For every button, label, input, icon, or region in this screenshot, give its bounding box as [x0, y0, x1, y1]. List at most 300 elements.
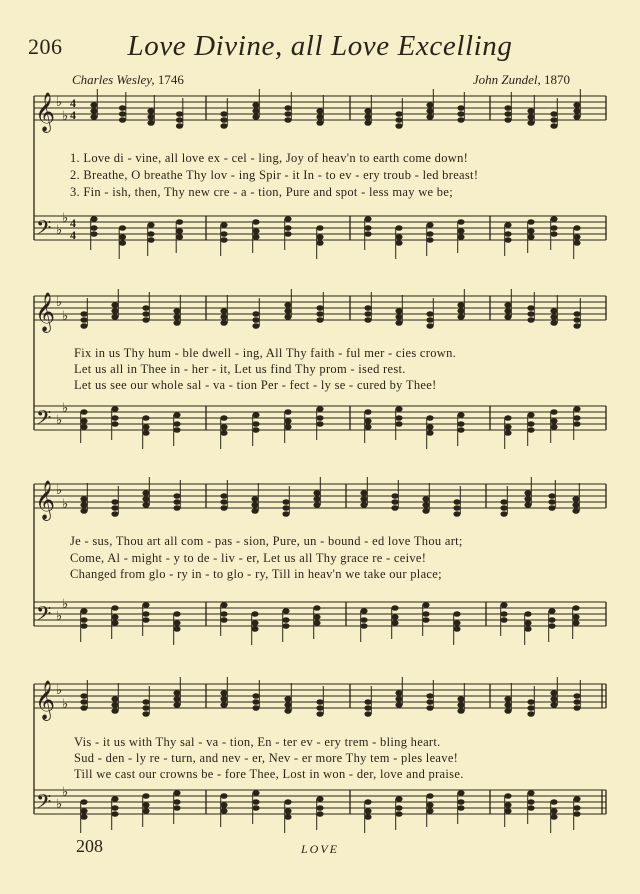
notehead — [426, 102, 433, 108]
notehead — [457, 234, 464, 240]
notehead — [573, 805, 580, 811]
notehead — [142, 602, 149, 608]
notehead — [524, 502, 531, 508]
notehead — [111, 308, 118, 314]
notehead — [364, 231, 371, 237]
notehead — [457, 308, 464, 314]
notehead — [90, 216, 97, 222]
notehead — [282, 511, 289, 517]
notehead — [500, 602, 507, 608]
notehead — [457, 105, 464, 111]
notehead — [550, 690, 557, 696]
notehead — [252, 693, 259, 699]
notehead — [220, 690, 227, 696]
notehead — [395, 702, 402, 708]
notehead — [364, 114, 371, 120]
notehead — [364, 225, 371, 231]
treble-clef: 𝄞 — [35, 480, 56, 520]
notehead — [80, 424, 87, 430]
notehead — [426, 323, 433, 329]
notehead — [548, 608, 555, 614]
notehead — [527, 317, 534, 323]
time-sig-bottom: 4 — [70, 108, 76, 122]
notehead — [550, 814, 557, 820]
notehead — [284, 696, 291, 702]
notehead — [426, 808, 433, 814]
notehead — [252, 421, 259, 427]
flat-sign: ♭ — [56, 609, 63, 624]
notehead — [364, 216, 371, 222]
notehead — [111, 811, 118, 817]
notehead — [573, 811, 580, 817]
notehead — [422, 502, 429, 508]
notehead — [252, 311, 259, 317]
notehead — [524, 611, 531, 617]
notehead — [284, 111, 291, 117]
notehead — [147, 114, 154, 120]
notehead — [119, 234, 126, 240]
notehead — [573, 796, 580, 802]
notehead — [453, 511, 460, 517]
notehead — [527, 805, 534, 811]
notehead — [80, 409, 87, 415]
notehead — [573, 225, 580, 231]
lyric-line: Let us all in Thee in - her - it, Let us find Thy prom - ised rest. — [74, 362, 406, 376]
notehead — [527, 427, 534, 433]
treble-clef: 𝄞 — [35, 292, 56, 332]
flat-sign: ♭ — [62, 697, 69, 712]
notehead — [550, 123, 557, 129]
notehead — [550, 117, 557, 123]
notehead — [550, 418, 557, 424]
notehead — [313, 496, 320, 502]
notehead — [364, 799, 371, 805]
notehead — [316, 415, 323, 421]
flat-sign: ♭ — [56, 483, 63, 498]
notehead — [142, 611, 149, 617]
notehead — [80, 317, 87, 323]
notehead — [80, 418, 87, 424]
notehead — [524, 626, 531, 632]
notehead — [220, 415, 227, 421]
time-sig-top: 4 — [70, 216, 76, 230]
notehead — [550, 799, 557, 805]
notehead — [453, 611, 460, 617]
notehead — [391, 499, 398, 505]
notehead — [573, 240, 580, 246]
notehead — [395, 690, 402, 696]
notehead — [527, 699, 534, 705]
notehead — [80, 617, 87, 623]
notehead — [142, 430, 149, 436]
notehead — [282, 608, 289, 614]
notehead — [364, 711, 371, 717]
notehead — [395, 320, 402, 326]
notehead — [313, 614, 320, 620]
notehead — [395, 111, 402, 117]
notehead — [573, 108, 580, 114]
notehead — [173, 805, 180, 811]
notehead — [395, 117, 402, 123]
lyric-line: Changed from glo - ry in - to glo - ry, Till in heav'n we take our place; — [70, 567, 442, 581]
notehead — [284, 117, 291, 123]
notehead — [173, 308, 180, 314]
notehead — [119, 111, 126, 117]
notehead — [572, 605, 579, 611]
notehead — [504, 415, 511, 421]
notehead — [500, 511, 507, 517]
notehead — [284, 314, 291, 320]
notehead — [360, 490, 367, 496]
notehead — [426, 108, 433, 114]
lyric-line: 3. Fin - ish, then, Thy new cre - a - tion, Pure and spot - less may we be; — [70, 185, 453, 199]
flat-sign: ♭ — [56, 223, 63, 238]
lyric-line: Come, Al - might - y to de - liv - er, Let us all Thy grace re - ceive! — [70, 551, 427, 565]
notehead — [111, 511, 118, 517]
notehead — [504, 708, 511, 714]
notehead — [426, 793, 433, 799]
notehead — [550, 225, 557, 231]
notehead — [80, 623, 87, 629]
notehead — [573, 114, 580, 120]
notehead — [80, 699, 87, 705]
notehead — [284, 708, 291, 714]
lyric-line: Vis - it us with Thy sal - va - tion, En - ter ev - ery trem - bling heart. — [74, 735, 441, 749]
notehead — [284, 105, 291, 111]
notehead — [550, 314, 557, 320]
notehead — [524, 496, 531, 502]
notehead — [395, 234, 402, 240]
notehead — [282, 499, 289, 505]
time-sig-bottom: 4 — [70, 228, 76, 242]
notehead — [504, 111, 511, 117]
notehead — [426, 231, 433, 237]
notehead — [504, 802, 511, 808]
notehead — [282, 617, 289, 623]
notehead — [173, 493, 180, 499]
notehead — [422, 508, 429, 514]
flat-sign: ♭ — [62, 401, 69, 416]
time-sig-top: 4 — [70, 96, 76, 110]
hymn-title: Love Divine, all Love Excelling — [127, 30, 513, 62]
notehead — [550, 696, 557, 702]
notehead — [176, 228, 183, 234]
notehead — [220, 308, 227, 314]
notehead — [573, 705, 580, 711]
lyric-line: 1. Love di - vine, all love ex - cel - ling, Joy of heav'n to earth come down! — [70, 151, 469, 165]
flat-sign: ♭ — [56, 95, 63, 110]
notehead — [422, 602, 429, 608]
notehead — [252, 790, 259, 796]
notehead — [142, 793, 149, 799]
notehead — [395, 696, 402, 702]
notehead — [80, 311, 87, 317]
notehead — [504, 222, 511, 228]
notehead — [395, 406, 402, 412]
notehead — [313, 502, 320, 508]
notehead — [573, 317, 580, 323]
notehead — [220, 802, 227, 808]
notehead — [391, 505, 398, 511]
bass-clef: 𝄢 — [36, 602, 52, 630]
notehead — [457, 117, 464, 123]
notehead — [220, 231, 227, 237]
notehead — [173, 799, 180, 805]
notehead — [364, 814, 371, 820]
notehead — [284, 799, 291, 805]
notehead — [550, 424, 557, 430]
notehead — [90, 102, 97, 108]
notehead — [422, 611, 429, 617]
notehead — [457, 708, 464, 714]
notehead — [220, 793, 227, 799]
notehead — [395, 421, 402, 427]
notehead — [313, 490, 320, 496]
notehead — [457, 421, 464, 427]
notehead — [90, 114, 97, 120]
notehead — [142, 711, 149, 717]
notehead — [111, 605, 118, 611]
notehead — [111, 696, 118, 702]
notehead — [252, 234, 259, 240]
notehead — [422, 496, 429, 502]
notehead — [457, 790, 464, 796]
notehead — [550, 808, 557, 814]
notehead — [282, 623, 289, 629]
notehead — [251, 626, 258, 632]
notehead — [548, 499, 555, 505]
notehead — [252, 108, 259, 114]
notehead — [111, 421, 118, 427]
notehead — [395, 314, 402, 320]
notehead — [550, 409, 557, 415]
notehead — [252, 705, 259, 711]
notehead — [426, 222, 433, 228]
notehead — [176, 117, 183, 123]
notehead — [422, 617, 429, 623]
notehead — [80, 705, 87, 711]
notehead — [80, 323, 87, 329]
notehead — [550, 216, 557, 222]
notehead — [573, 421, 580, 427]
flat-sign: ♭ — [62, 109, 69, 124]
notehead — [573, 406, 580, 412]
notehead — [316, 711, 323, 717]
notehead — [395, 225, 402, 231]
notehead — [220, 696, 227, 702]
notehead — [395, 811, 402, 817]
notehead — [173, 499, 180, 505]
notehead — [142, 317, 149, 323]
notehead — [220, 430, 227, 436]
notehead — [111, 708, 118, 714]
notehead — [364, 305, 371, 311]
notehead — [426, 430, 433, 436]
notehead — [426, 311, 433, 317]
notehead — [316, 305, 323, 311]
notehead — [313, 605, 320, 611]
notehead — [527, 711, 534, 717]
notehead — [173, 421, 180, 427]
notehead — [119, 240, 126, 246]
notehead — [316, 705, 323, 711]
notehead — [426, 415, 433, 421]
lyric-line: Sud - den - ly re - turn, and nev - er, Nev - er more Thy tem - ples leave! — [74, 751, 459, 765]
notehead — [173, 620, 180, 626]
notehead — [572, 620, 579, 626]
notehead — [395, 308, 402, 314]
notehead — [504, 105, 511, 111]
author-name: Charles Wesley, — [72, 72, 155, 87]
notehead — [453, 626, 460, 632]
hymn-number: 208 — [76, 836, 103, 856]
bass-clef: 𝄢 — [36, 216, 52, 244]
notehead — [500, 611, 507, 617]
notehead — [527, 305, 534, 311]
notehead — [80, 508, 87, 514]
notehead — [426, 699, 433, 705]
notehead — [111, 499, 118, 505]
notehead — [391, 620, 398, 626]
notehead — [457, 219, 464, 225]
notehead — [573, 323, 580, 329]
flat-sign: ♭ — [56, 295, 63, 310]
notehead — [572, 502, 579, 508]
notehead — [220, 237, 227, 243]
author-year: 1746 — [157, 72, 184, 87]
notehead — [527, 799, 534, 805]
notehead — [426, 802, 433, 808]
notehead — [147, 120, 154, 126]
notehead — [550, 111, 557, 117]
notehead — [282, 505, 289, 511]
notehead — [527, 421, 534, 427]
notehead — [504, 793, 511, 799]
notehead — [147, 222, 154, 228]
notehead — [119, 225, 126, 231]
notehead — [573, 234, 580, 240]
notehead — [572, 496, 579, 502]
notehead — [453, 499, 460, 505]
notehead — [173, 412, 180, 418]
notehead — [527, 120, 534, 126]
notehead — [80, 502, 87, 508]
notehead — [550, 231, 557, 237]
notehead — [573, 102, 580, 108]
notehead — [316, 406, 323, 412]
notehead — [220, 111, 227, 117]
notehead — [111, 314, 118, 320]
notehead — [220, 602, 227, 608]
notehead — [360, 608, 367, 614]
notehead — [252, 412, 259, 418]
notehead — [284, 225, 291, 231]
notehead — [147, 108, 154, 114]
notehead — [80, 808, 87, 814]
notehead — [220, 117, 227, 123]
notehead — [316, 311, 323, 317]
notehead — [111, 406, 118, 412]
notehead — [313, 620, 320, 626]
notehead — [176, 111, 183, 117]
notehead — [252, 427, 259, 433]
notehead — [457, 427, 464, 433]
notehead — [426, 114, 433, 120]
notehead — [457, 702, 464, 708]
notehead — [360, 617, 367, 623]
notehead — [220, 493, 227, 499]
notehead — [426, 424, 433, 430]
notehead — [548, 493, 555, 499]
notehead — [173, 690, 180, 696]
notehead — [457, 799, 464, 805]
notehead — [176, 123, 183, 129]
treble-clef: 𝄞 — [35, 92, 56, 132]
notehead — [457, 228, 464, 234]
notehead — [220, 424, 227, 430]
lyric-line: 2. Breathe, O breathe Thy lov - ing Spir - it In - to ev - ery troub - led breast! — [70, 168, 479, 182]
notehead — [527, 412, 534, 418]
notehead — [284, 418, 291, 424]
notehead — [111, 805, 118, 811]
notehead — [251, 502, 258, 508]
notehead — [142, 802, 149, 808]
notehead — [316, 421, 323, 427]
notehead — [316, 114, 323, 120]
notehead — [395, 805, 402, 811]
notehead — [284, 231, 291, 237]
notehead — [176, 219, 183, 225]
notehead — [500, 499, 507, 505]
notehead — [220, 702, 227, 708]
notehead — [173, 505, 180, 511]
notehead — [548, 505, 555, 511]
notehead — [316, 805, 323, 811]
notehead — [500, 505, 507, 511]
notehead — [220, 617, 227, 623]
notehead — [316, 811, 323, 817]
notehead — [426, 317, 433, 323]
notehead — [364, 409, 371, 415]
notehead — [395, 240, 402, 246]
notehead — [252, 323, 259, 329]
notehead — [504, 808, 511, 814]
notehead — [90, 108, 97, 114]
bass-clef: 𝄢 — [36, 790, 52, 818]
notehead — [457, 302, 464, 308]
notehead — [453, 505, 460, 511]
notehead — [527, 219, 534, 225]
notehead — [173, 696, 180, 702]
notehead — [364, 120, 371, 126]
notehead — [457, 696, 464, 702]
notehead — [142, 311, 149, 317]
notehead — [90, 225, 97, 231]
lyric-line: Je - sus, Thou art all com - pas - sion, Pure, un - bound - ed love Thou art; — [70, 534, 463, 548]
notehead — [457, 111, 464, 117]
notehead — [252, 699, 259, 705]
notehead — [550, 320, 557, 326]
notehead — [252, 114, 259, 120]
notehead — [395, 796, 402, 802]
lyric-line: Fix in us Thy hum - ble dwell - ing, All Thy faith - ful mer - cies crown. — [74, 346, 457, 360]
notehead — [364, 699, 371, 705]
notehead — [364, 317, 371, 323]
notehead — [111, 702, 118, 708]
notehead — [80, 814, 87, 820]
notehead — [504, 237, 511, 243]
notehead — [251, 620, 258, 626]
